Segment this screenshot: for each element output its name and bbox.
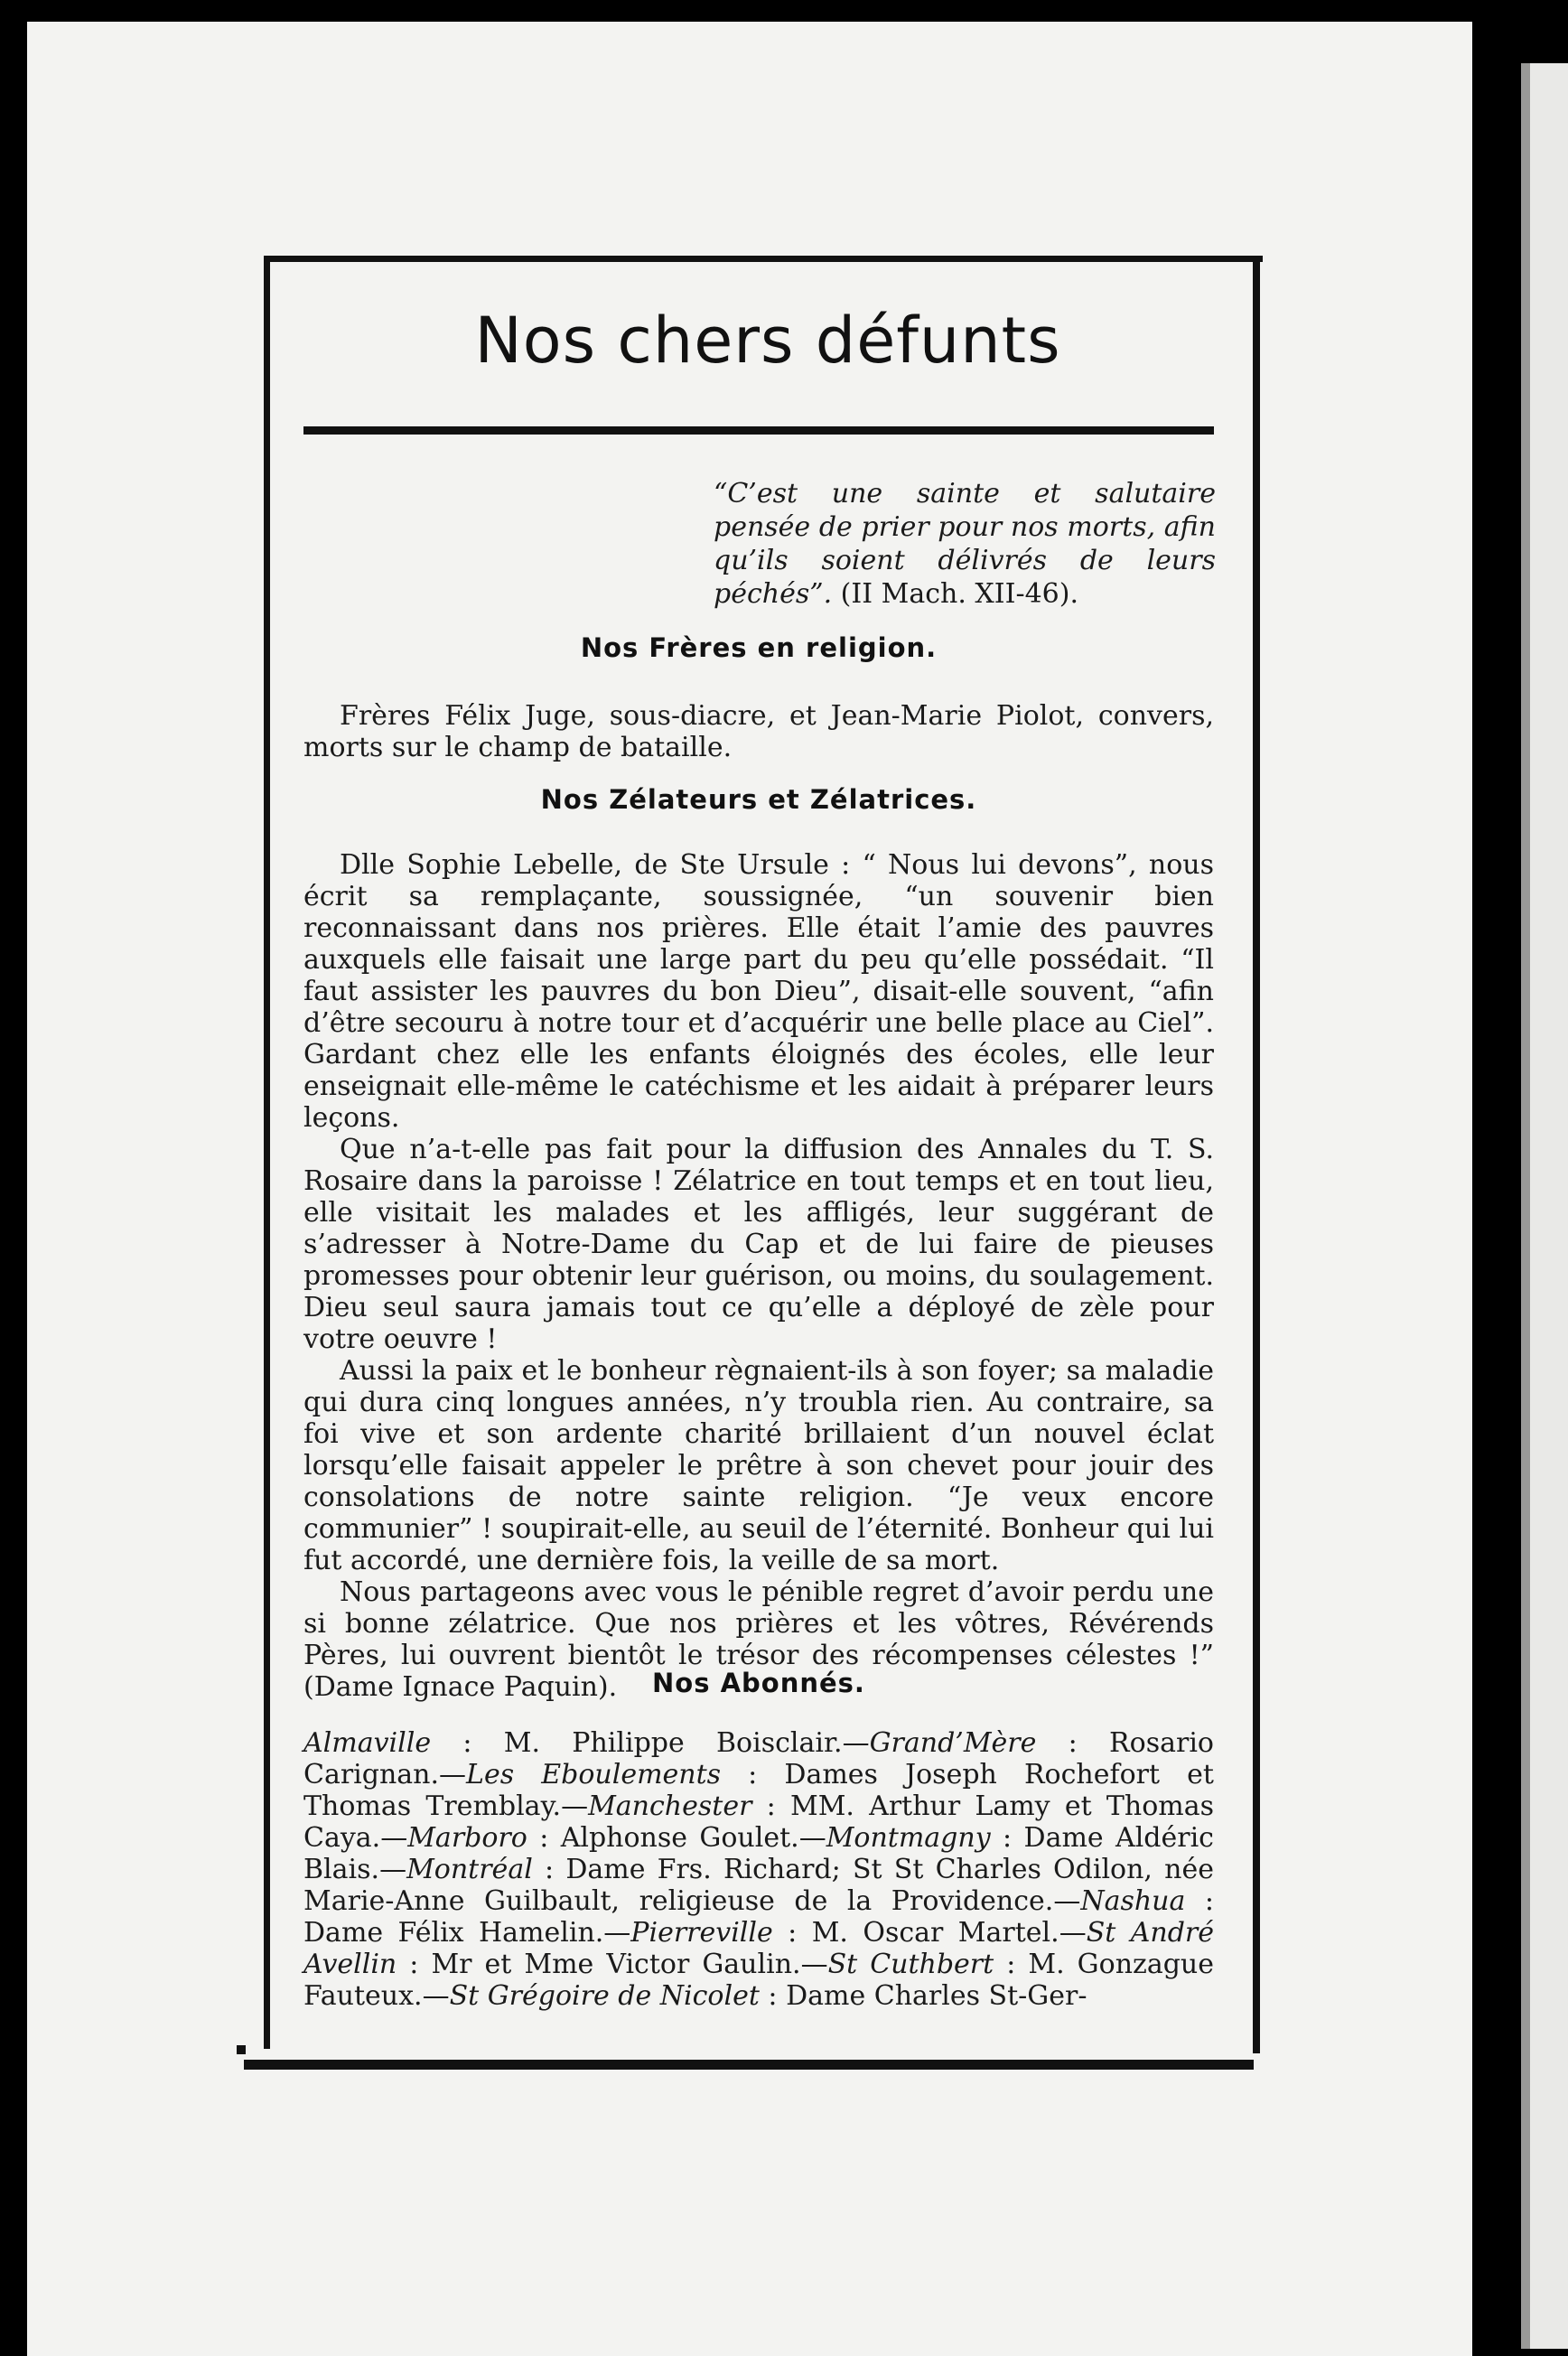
frame-top-border [264,256,1263,262]
subscriber-names: Dame Charles St-Ger- [786,1980,1087,2012]
section-body-zelateurs [303,849,1214,1703]
subscriber-names: Mr et Mme Victor Gaulin. [431,1949,801,1980]
title-rule [303,426,1214,435]
page-title: Nos chers défunts [474,304,1061,378]
subscriber-names: Dame Frs. Richard; St St Charles Odilon, née Marie-Anne Guilbault, religieuse de la Providence. [303,1854,1214,1917]
epigraph-quote: “C’est une sainte et salutaire pensée de prier pour nos morts, afin qu’ils soient délivrés de leurs péchés”. [714,478,1216,610]
subscriber-names: Dames Joseph Rochefort et Thomas Tremblay. [303,1759,1214,1822]
section-body-freres [303,700,1214,763]
place-name: Marboro [407,1822,527,1854]
paragraph: Dlle Sophie Lebelle, de Ste Ursule : “ Nous lui devons”, nous écrit sa remplaçante, soussignée, “un souvenir bien reconnaissant dans nos prières. Elle était l’amie des pauvres auxquels elle faisait une large part du peu qu’elle possédait. “Il faut assister les pauvres du bon Dieu”, disait-elle souvent, “afin d’être secouru à notre tour et d’acquérir une belle place au Ciel”. Gardant chez elle les enfants éloignés des écoles, elle leur enseignait elle-même le catéchisme et les aidait à préparer leurs leçons. [303,849,1214,1134]
paragraph: Aussi la paix et le bonheur règnaient-ils à son foyer; sa maladie qui dura cinq longues années, n’y troubla rien. Au contraire, sa foi vive et son ardente charité brillaient d’un nouvel éclat lorsqu’elle faisait appeler le prêtre à son chevet pour jouir des consolations de notre sainte religion. “Je veux encore communier” ! soupirait-elle, au seuil de l’éternité. Bonheur qui lui fut accordé, une dernière fois, la veille de sa mort. [303,1355,1214,1576]
place-name: Les Eboulements [466,1759,722,1790]
section-heading-abonnes: Nos Abonnés. [652,1668,865,1698]
place-name: St Grégoire de Nicolet [449,1980,760,2012]
subscriber-names: Dame Félix Hamelin. [303,1917,604,1949]
paragraph: Nous partageons avec vous le pénible regret d’avoir perdu une si bonne zélatrice. Que nos prières et les vôtres, Révérends Pères, lui ouvrent bientôt le trésor des récompenses célestes !” (Dame Ignace Paquin). [303,1576,1214,1703]
place-name: St André Avellin [303,1917,1214,1980]
frame-corner-mark [237,2045,246,2054]
place-name: Pierreville [630,1917,773,1949]
subscriber-list: Almaville : M. Philippe Boisclair.—Grand’Mère : Rosario Carignan.—Les Eboulements : Dames Joseph Rochefort et Thomas Tremblay.—Manchester : MM. Arthur Lamy et Thomas Caya.—Marboro : Alphonse Goulet.—Montmagny : Dame Aldéric Blais.—Montréal : Dame Frs. Richard; St St Charles Odilon, née Marie-Anne Guilbault, religieuse de la Providence.—Nashua : Dame Félix Hamelin.—Pierreville : M. Oscar Martel.—St André Avellin : Mr et Mme Victor Gaulin.—St Cuthbert : M. Gonzague Fauteux.—St Grégoire de Nicolet : Dame Charles St-Ger- [303,1727,1214,2012]
place-name: Montmagny [826,1822,991,1854]
subscriber-names: Dame Aldéric Blais. [303,1822,1214,1885]
section-heading-zelateurs: Nos Zélateurs et Zélatrices. [540,784,977,815]
frame-bottom-border [244,2060,1254,2070]
epigraph-reference: (II Mach. XII-46). [840,578,1079,610]
place-name: Montréal [406,1854,533,1885]
subscriber-names: MM. Arthur Lamy et Thomas Caya. [303,1790,1214,1854]
facing-page-shadow [1521,63,1530,2349]
section-body-abonnes [303,1727,1214,2012]
subscriber-names: Alphonse Goulet. [560,1822,799,1854]
subscriber-names: M. Philippe Boisclair. [503,1727,843,1759]
frame-left-border [264,256,270,2049]
frame-right-border [1253,256,1260,2053]
place-name: Nashua [1080,1885,1186,1917]
subscriber-names: M. Oscar Martel. [811,1917,1059,1949]
section-heading-freres: Nos Frères en religion. [580,632,938,663]
subscriber-names: M. Gonzague Fauteux. [303,1949,1214,2012]
place-name: Almaville [303,1727,432,1759]
paragraph: Frères Félix Juge, sous-diacre, et Jean-Marie Piolot, convers, morts sur le champ de bataille. [303,700,1214,763]
place-name: Manchester [588,1790,752,1822]
epigraph [714,477,1216,611]
place-name: St Cuthbert [827,1949,994,1980]
place-name: Grand’Mère [869,1727,1037,1759]
subscriber-names: Rosario Carignan. [303,1727,1214,1790]
paragraph: Que n’a-t-elle pas fait pour la diffusion des Annales du T. S. Rosaire dans la paroisse ! Zélatrice en tout temps et en tout lieu, elle visitait les malades et les affligés, leur suggérant de s’adresser à Notre-Dame du Cap et de lui faire de pieuses promesses pour obtenir leur guérison, ou moins, du soulagement. Dieu seul saura jamais tout ce qu’elle a déployé de zèle pour votre oeuvre ! [303,1134,1214,1355]
